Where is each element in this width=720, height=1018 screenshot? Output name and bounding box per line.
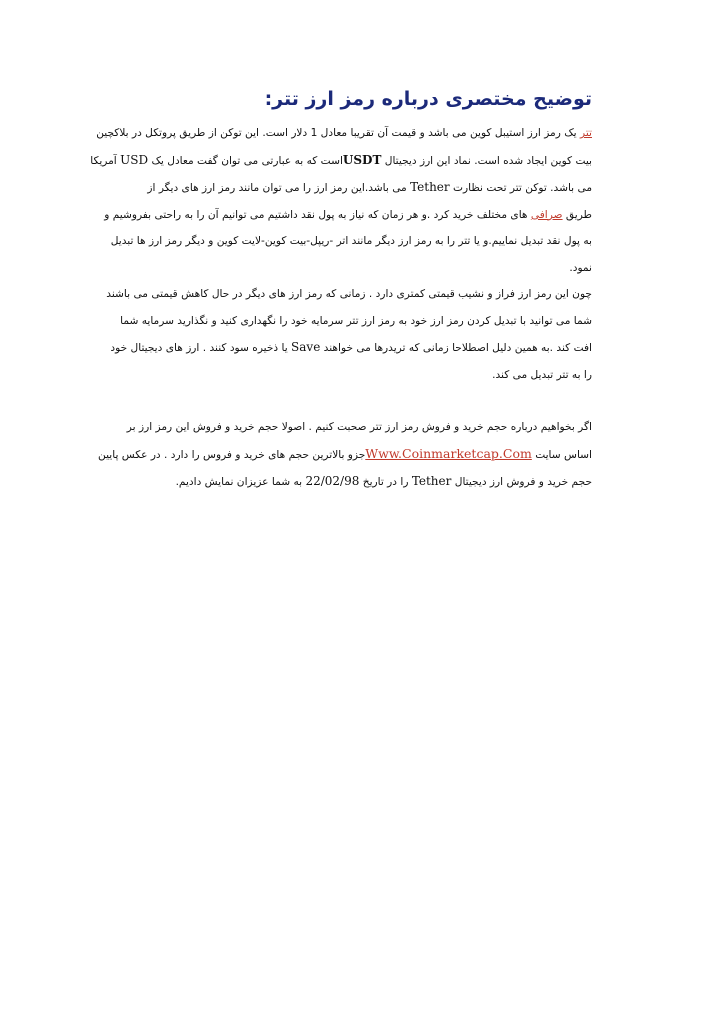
- text-line: چون این رمز ارز فراز و نشیب قیمتی کمتری دارد . زمانی که رمز ارز های دیگر در حال کاهش قیمتی می باشند: [106, 288, 592, 300]
- text-run: بیت کوین ایجاد شده است. نماد این ارز دیجیتال: [381, 154, 592, 167]
- text-run: آمریکا: [90, 154, 121, 167]
- text-run: طریق: [562, 208, 592, 221]
- text-line: [98, 441, 592, 469]
- text-run: به شما عزیزان نمایش دادیم.: [175, 476, 306, 488]
- text-line: شما می توانید با تبدیل کردن رمز ارز خود به رمز ارز تتر سرمایه خود را نگهداری کنید و نگذارید سرمایه شما: [120, 314, 592, 327]
- text-run: افت کند .به همین دلیل اصطلاحا زمانی که تریدرها می خواهند: [320, 342, 592, 354]
- text-run: یا ذخیره سود کنند . ارز های دیجیتال خود: [110, 342, 292, 354]
- text-line: به پول نقد تبدیل نماییم.و یا تتر را به رمز ارز دیگر مانند اتر -ریپل-بیت کوین-لایت کوین و دیگر رمز ارز ها تبدیل: [110, 235, 592, 247]
- text-line: [90, 147, 592, 175]
- text-run: اساس سایت: [531, 448, 592, 461]
- text-line: [108, 468, 592, 496]
- paragraph-intro: [90, 120, 592, 281]
- text-run: حجم خرید و فروش ارز دیجیتال: [451, 476, 592, 488]
- text-line: [96, 120, 592, 147]
- tether-link[interactable]: تتر: [580, 127, 592, 139]
- text-line: را به تتر تبدیل می کند.: [492, 368, 592, 381]
- text-run: های مختلف خرید کرد .و هر زمان که نیاز به پول نقد داشتیم می توانیم آن را به راحتی بفروشیم و: [104, 208, 531, 221]
- text-line: نمود.: [569, 261, 592, 274]
- text-run: می باشد.این رمز ارز را می توان مانند رمز ارز های دیگر از: [147, 182, 411, 194]
- document-body: [90, 84, 592, 496]
- paragraph-spacer: [108, 388, 592, 414]
- coinmarketcap-link[interactable]: Www.Coinmarketcap.Com: [365, 445, 532, 461]
- tether-word: Tether: [411, 474, 452, 488]
- save-word: Save: [291, 340, 321, 354]
- text-run: می باشد. توکن تتر تحت نظارت: [449, 182, 592, 194]
- document-title: توضیح مختصری درباره رمز ارز تتر:: [264, 88, 592, 110]
- text-line: اگر بخواهیم درباره حجم خرید و فروش رمز ارز تتر صحبت کنیم . اصولا حجم خرید و فروش این رمز ارز بر: [126, 421, 592, 433]
- exchange-link[interactable]: صرافی: [530, 208, 563, 221]
- tether-word: Tether: [410, 180, 450, 194]
- text-line: [108, 174, 592, 202]
- usd-symbol: USD: [120, 152, 149, 167]
- text-run: جزو بالاترین حجم های خرید و فروس را دارد . در عکس پایین: [98, 448, 366, 461]
- usdt-symbol: USDT: [342, 152, 382, 167]
- text-run: یک رمز ارز استیبل کوین می باشد و قیمت آن تقریبا معادل 1 دلار است. این توکن از طریق پروتکل در بلاکچین: [96, 127, 580, 139]
- date-value: 22/02/98: [305, 474, 360, 488]
- text-run: است که به عبارتی می توان گفت معادل یک: [148, 154, 343, 167]
- text-run: را در تاریخ: [359, 476, 412, 488]
- paragraph-volume: [98, 414, 592, 496]
- paragraph-stability: [108, 281, 592, 388]
- text-line: [104, 202, 592, 229]
- text-line: [108, 334, 592, 362]
